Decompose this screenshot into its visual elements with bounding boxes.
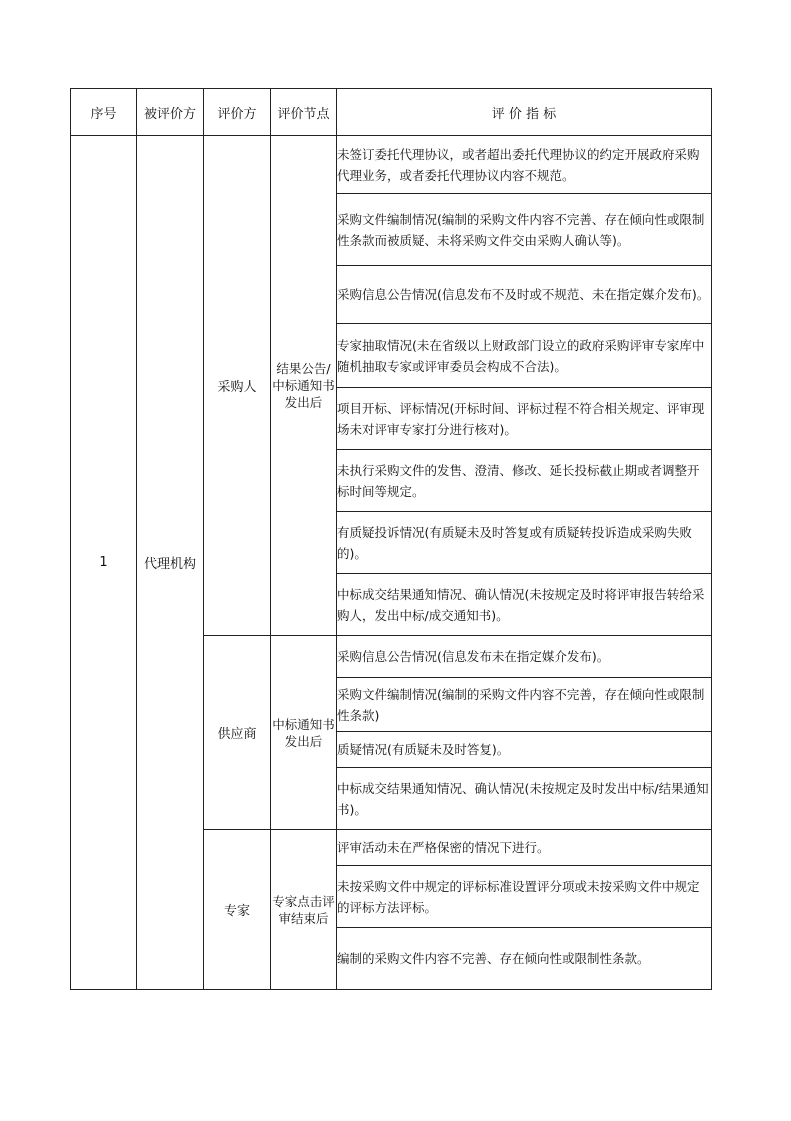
header-row xyxy=(71,89,712,136)
serial-no-cell: 1 xyxy=(71,136,137,990)
evaluation-node-cell: 结果公告/中标通知书发出后 xyxy=(271,136,337,636)
indicator-cell: 专家抽取情况(未在省级以上财政部门设立的政府采购评审专家库中随机抽取专家或评审委员会构成不合法)。 xyxy=(337,324,712,388)
indicator-cell: 未签订委托代理协议，或者超出委托代理协议的约定开展政府采购代理业务，或者委托代理协议内容不规范。 xyxy=(337,136,712,194)
indicator-cell: 质疑情况(有质疑未及时答复)。 xyxy=(337,732,712,768)
indicator-cell: 采购信息公告情况(信息发布未在指定媒介发布)。 xyxy=(337,636,712,678)
header-evaluated-party: 被评价方 xyxy=(137,89,204,136)
indicator-cell: 评审活动未在严格保密的情况下进行。 xyxy=(337,830,712,866)
indicator-cell: 项目开标、评标情况(开标时间、评标过程不符合相关规定、评审现场未对评审专家打分进行核对)。 xyxy=(337,388,712,450)
indicator-cell: 采购信息公告情况(信息发布不及时或不规范、未在指定媒介发布)。 xyxy=(337,266,712,324)
indicator-cell: 未执行采购文件的发售、澄清、修改、延长投标截止期或者调整开标时间等规定。 xyxy=(337,450,712,512)
indicator-cell: 编制的采购文件内容不完善、存在倾向性或限制性条款。 xyxy=(337,928,712,990)
indicator-cell: 未按采购文件中规定的评标标准设置评分项或未按采购文件中规定的评标方法评标。 xyxy=(337,866,712,928)
indicator-cell: 中标成交结果通知情况、确认情况(未按规定及时将评审报告转给采购人，发出中标/成交通知书)。 xyxy=(337,574,712,636)
indicator-cell: 采购文件编制情况(编制的采购文件内容不完善，存在倾向性或限制性条款) xyxy=(337,678,712,732)
header-indicator: 评 价 指 标 xyxy=(337,89,712,136)
evaluated-party-cell: 代理机构 xyxy=(137,136,204,990)
evaluation-node-cell: 专家点击评审结束后 xyxy=(271,830,337,990)
evaluator-cell: 供应商 xyxy=(204,636,271,830)
indicator-cell: 中标成交结果通知情况、确认情况(未按规定及时发出中标/结果通知书)。 xyxy=(337,768,712,830)
table-row xyxy=(71,136,712,194)
indicator-cell: 采购文件编制情况(编制的采购文件内容不完善、存在倾向性或限制性条款而被质疑、未将采购文件交由采购人确认等)。 xyxy=(337,194,712,266)
header-evaluator: 评价方 xyxy=(204,89,271,136)
evaluation-table xyxy=(70,88,712,990)
header-serial-no: 序号 xyxy=(71,89,137,136)
evaluator-cell: 采购人 xyxy=(204,136,271,636)
header-evaluation-node: 评价节点 xyxy=(271,89,337,136)
evaluation-node-cell: 中标通知书发出后 xyxy=(271,636,337,830)
indicator-cell: 有质疑投诉情况(有质疑未及时答复或有质疑转投诉造成采购失败的)。 xyxy=(337,512,712,574)
evaluator-cell: 专家 xyxy=(204,830,271,990)
